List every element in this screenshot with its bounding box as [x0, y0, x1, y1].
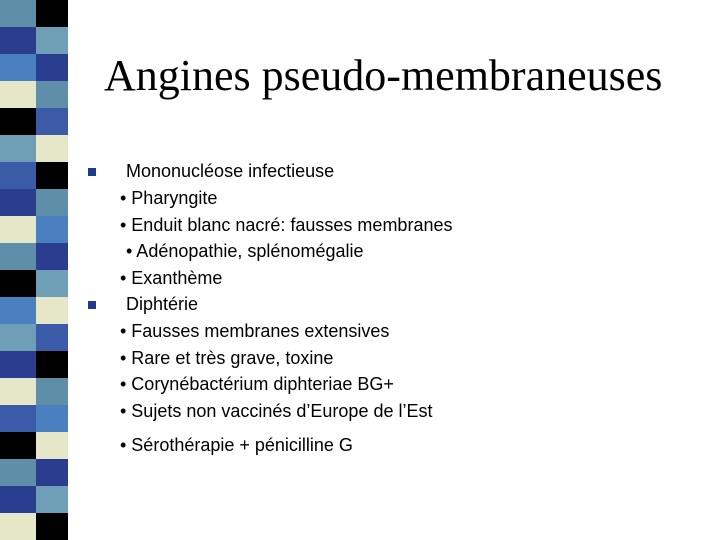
stripe-block	[0, 297, 36, 324]
stripe-block	[0, 135, 36, 162]
list-item: • Pharyngite	[120, 188, 218, 208]
list-item: • Corynébactérium diphteriae BG+	[120, 374, 394, 394]
list-item: • Fausses membranes extensives	[120, 321, 390, 341]
stripe-block	[36, 0, 68, 27]
stripe-block	[0, 486, 36, 513]
stripe-block	[0, 162, 36, 189]
stripe-block	[36, 216, 68, 243]
stripe-block	[36, 243, 68, 270]
stripe-block	[36, 270, 68, 297]
stripe-block	[0, 54, 36, 81]
stripe-block	[36, 108, 68, 135]
stripe-block	[0, 405, 36, 432]
list-item: • Sujets non vaccinés d’Europe de l’Est	[120, 400, 433, 421]
stripe-block	[36, 27, 68, 54]
stripe-block	[0, 324, 36, 351]
stripe-block	[36, 432, 68, 459]
stripe-block	[0, 378, 36, 405]
stripe-block	[36, 486, 68, 513]
list-item: • Rare et très grave, toxine	[120, 347, 334, 368]
stripe-block	[36, 54, 68, 81]
square-bullet-icon	[88, 301, 96, 309]
stripe-block	[0, 108, 36, 135]
stripe-block	[36, 135, 68, 162]
section-heading-row	[88, 158, 708, 185]
stripe-block	[36, 162, 68, 189]
stripe-block	[36, 459, 68, 486]
stripe-block	[36, 351, 68, 378]
stripe-block	[0, 351, 36, 378]
list-item: • Enduit blanc nacré: fausses membranes	[120, 214, 453, 235]
stripe-block	[36, 405, 68, 432]
stripe-block	[0, 270, 36, 297]
section-heading: Mononucléose infectieuse	[126, 161, 335, 181]
stripe-block	[36, 324, 68, 351]
slide-content	[88, 158, 708, 459]
list-item: • Adénopathie, splénomégalie	[126, 241, 364, 261]
decorative-stripe-bar	[0, 0, 72, 540]
section-heading-row	[88, 291, 708, 318]
stripe-block	[0, 27, 36, 54]
stripe-block	[36, 513, 68, 540]
stripe-block	[0, 243, 36, 270]
stripe-block	[0, 432, 36, 459]
list-item: • Exanthème	[120, 267, 223, 288]
section-heading: Diphtérie	[126, 294, 199, 314]
stripe-block	[0, 189, 36, 216]
list-item: • Sérothérapie + pénicilline G	[120, 435, 353, 455]
slide-title: Angines pseudo-membraneuses	[104, 51, 663, 100]
stripe-block	[0, 216, 36, 243]
stripe-block	[0, 459, 36, 486]
stripe-block	[0, 0, 36, 27]
stripe-block	[0, 81, 36, 108]
stripe-block	[36, 81, 68, 108]
stripe-block	[36, 378, 68, 405]
square-bullet-icon	[88, 168, 96, 176]
stripe-block	[36, 297, 68, 324]
stripe-block	[0, 513, 36, 540]
stripe-block	[36, 189, 68, 216]
